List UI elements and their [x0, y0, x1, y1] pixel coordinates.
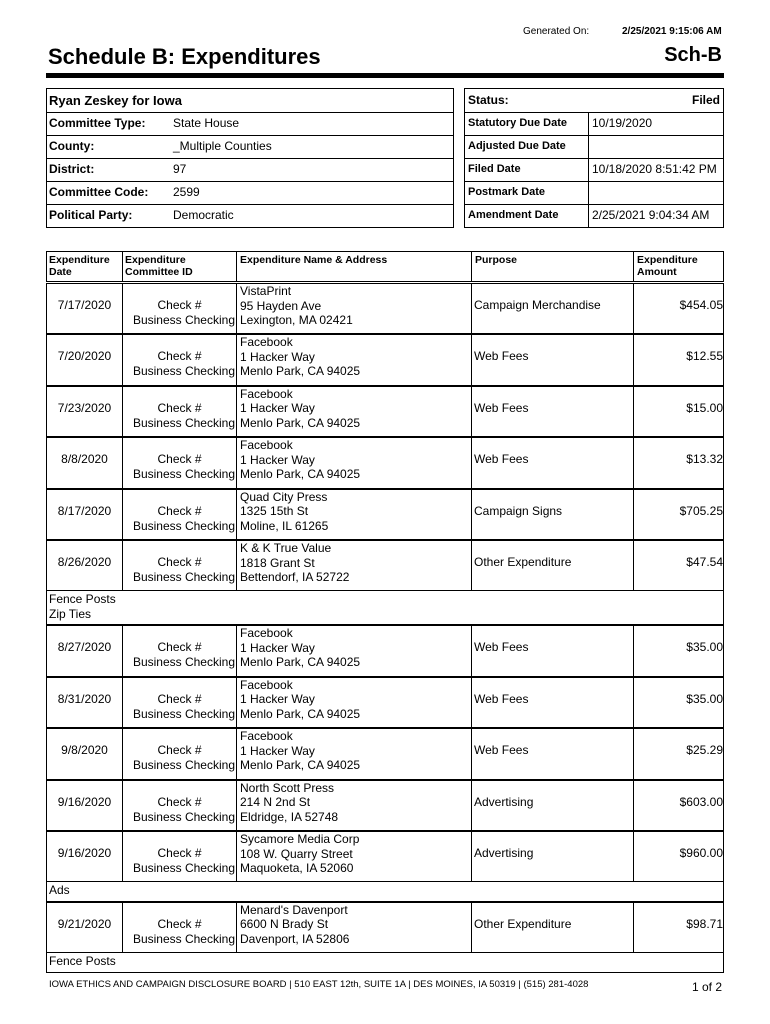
row-payee-name: Facebook — [240, 335, 293, 350]
status-box — [464, 88, 724, 228]
row-payee-address1: 214 N 2nd St — [240, 795, 311, 810]
row-account: Business Checking — [132, 758, 235, 773]
row-check: Check # — [157, 349, 202, 364]
row-payee-name: Sycamore Media Corp — [240, 832, 360, 846]
table-header — [46, 251, 724, 282]
row-purpose: Web Fees — [474, 400, 529, 415]
row-check: Check # — [157, 846, 202, 860]
statutory-due-date-label: Statutory Due Date — [468, 117, 568, 129]
row-payee-address1: 1325 15th St — [240, 504, 309, 519]
row-purpose: Advertising — [474, 794, 534, 809]
table-row — [46, 677, 724, 728]
table-row — [46, 386, 724, 437]
row-date: 7/23/2020 — [57, 400, 112, 415]
row-payee-address2: Bettendorf, IA 52722 — [240, 570, 350, 584]
header-purpose: Purpose — [475, 254, 518, 266]
memo-text: Fence Posts — [49, 954, 116, 969]
row-purpose: Web Fees — [474, 452, 529, 467]
header-rule — [46, 73, 724, 78]
table-row — [46, 540, 724, 591]
header-name-address: Expenditure Name & Address — [240, 254, 388, 266]
row-date: 7/17/2020 — [57, 298, 112, 312]
row-payee-address2: Menlo Park, CA 94025 — [240, 655, 361, 670]
row-check: Check # — [157, 555, 202, 569]
table-row — [46, 902, 724, 953]
row-account: Business Checking — [132, 364, 235, 379]
row-check: Check # — [157, 400, 202, 415]
statutory-due-date-value: 10/19/2020 — [592, 116, 653, 130]
generated-on-value: 2/25/2021 9:15:06 AM — [622, 26, 722, 37]
generated-on-label: Generated On: — [523, 26, 590, 37]
row-payee-name: North Scott Press — [240, 780, 335, 795]
committee-type-label: Committee Type: — [49, 116, 146, 130]
header-amount: Expenditure Amount — [637, 254, 698, 278]
row-check: Check # — [157, 691, 202, 706]
row-check: Check # — [157, 794, 202, 809]
row-payee-address2: Moline, IL 61265 — [240, 518, 329, 533]
row-purpose: Other Expenditure — [474, 555, 572, 569]
table-row — [46, 728, 724, 779]
footer-address: IOWA ETHICS AND CAMPAIGN DISCLOSURE BOARD | 510 EAST 12th, SUITE 1A | DES MOINES, IA 50319 | (515) 281-4028 — [49, 979, 589, 990]
row-date: 8/31/2020 — [57, 691, 112, 706]
memo-text: Ads — [49, 883, 70, 898]
committee-name: Ryan Zeskey for Iowa — [49, 93, 182, 108]
row-date: 9/16/2020 — [57, 794, 112, 809]
row-date: 9/16/2020 — [57, 846, 112, 860]
memo-row — [46, 882, 724, 902]
row-payee-address1: 1 Hacker Way — [240, 640, 315, 655]
row-date: 8/8/2020 — [61, 452, 108, 467]
row-account: Business Checking — [132, 467, 235, 482]
row-payee-address1: 6600 N Brady St — [240, 917, 329, 932]
row-amount: $12.55 — [686, 349, 723, 364]
row-payee-address1: 1 Hacker Way — [240, 401, 315, 416]
row-payee-name: VistaPrint — [240, 284, 292, 298]
county-label: County: — [49, 139, 95, 153]
memo-row — [46, 953, 724, 973]
row-purpose: Web Fees — [474, 349, 529, 364]
row-payee-address2: Menlo Park, CA 94025 — [240, 758, 361, 773]
row-check: Check # — [157, 503, 202, 518]
table-row — [46, 437, 724, 488]
row-purpose: Campaign Signs — [474, 503, 563, 518]
amendment-date-label: Amendment Date — [468, 209, 559, 221]
row-payee-name: Facebook — [240, 626, 293, 641]
row-check: Check # — [157, 743, 202, 758]
row-payee-name: K & K True Value — [240, 541, 332, 555]
row-payee-address2: Lexington, MA 02421 — [240, 313, 353, 327]
row-account: Business Checking — [132, 570, 235, 584]
row-payee-address2: Eldridge, IA 52748 — [240, 809, 339, 824]
row-payee-address2: Menlo Park, CA 94025 — [240, 706, 361, 721]
row-amount: $25.29 — [686, 743, 723, 758]
row-payee-address1: 1 Hacker Way — [240, 349, 315, 364]
committee-code-label: Committee Code: — [49, 185, 149, 199]
row-check: Check # — [157, 452, 202, 467]
memo-row — [46, 591, 724, 625]
row-amount: $15.00 — [686, 400, 723, 415]
row-account: Business Checking — [132, 931, 235, 946]
row-payee-name: Facebook — [240, 438, 293, 453]
row-purpose: Advertising — [474, 846, 534, 860]
row-date: 7/20/2020 — [57, 349, 112, 364]
row-payee-address1: 1818 Grant St — [240, 555, 315, 570]
row-check: Check # — [157, 640, 202, 655]
filed-date-value: 10/18/2020 8:51:42 PM — [592, 162, 717, 176]
row-account: Business Checking — [132, 313, 235, 327]
row-amount: $705.25 — [679, 503, 723, 518]
row-payee-address1: 1 Hacker Way — [240, 452, 315, 467]
table-row — [46, 780, 724, 831]
row-payee-name: Facebook — [240, 386, 293, 401]
amendment-date-value: 2/25/2021 9:04:34 AM — [592, 208, 710, 222]
row-account: Business Checking — [132, 655, 235, 670]
header-committee-id: Expenditure Committee ID — [125, 254, 193, 278]
row-amount: $13.32 — [686, 452, 723, 467]
status-value: Filed — [691, 93, 720, 107]
committee-info-box — [46, 88, 454, 228]
memo-text: Zip Ties — [49, 606, 92, 621]
page-number: 1 of 2 — [691, 980, 722, 994]
row-check: Check # — [157, 298, 202, 312]
row-payee-address2: Menlo Park, CA 94025 — [240, 415, 361, 430]
row-payee-address2: Menlo Park, CA 94025 — [240, 467, 361, 482]
table-row — [46, 283, 724, 334]
row-payee-address1: 1 Hacker Way — [240, 743, 315, 758]
committee-type-value: State House — [173, 116, 240, 130]
row-amount: $960.00 — [679, 846, 723, 860]
row-purpose: Other Expenditure — [474, 916, 572, 931]
committee-code-value: 2599 — [173, 185, 200, 199]
political-party-value: Democratic — [173, 208, 234, 222]
row-date: 9/21/2020 — [57, 916, 112, 931]
row-date: 9/8/2020 — [61, 743, 108, 758]
row-account: Business Checking — [132, 706, 235, 721]
row-payee-name: Menard's Davenport — [240, 902, 348, 917]
row-amount: $35.00 — [686, 691, 723, 706]
row-payee-name: Facebook — [240, 729, 293, 744]
row-account: Business Checking — [132, 809, 235, 824]
schedule-code: Sch-B — [664, 44, 722, 66]
district-label: District: — [49, 162, 95, 176]
table-row — [46, 489, 724, 540]
row-amount: $47.54 — [686, 555, 723, 569]
row-account: Business Checking — [132, 861, 235, 875]
row-payee-address1: 1 Hacker Way — [240, 692, 315, 707]
table-row — [46, 831, 724, 882]
row-account: Business Checking — [132, 415, 235, 430]
row-date: 8/27/2020 — [57, 640, 112, 655]
row-date: 8/26/2020 — [57, 555, 112, 569]
table-row — [46, 625, 724, 676]
row-amount: $98.71 — [686, 916, 723, 931]
row-payee-address2: Davenport, IA 52806 — [240, 931, 350, 946]
memo-text: Fence Posts — [49, 592, 116, 607]
row-amount: $454.05 — [679, 298, 723, 312]
row-amount: $603.00 — [679, 794, 723, 809]
adjusted-due-date-label: Adjusted Due Date — [468, 140, 566, 152]
row-payee-address2: Menlo Park, CA 94025 — [240, 364, 361, 379]
row-payee-name: Quad City Press — [240, 489, 328, 504]
row-payee-address2: Maquoketa, IA 52060 — [240, 861, 354, 875]
row-purpose: Campaign Merchandise — [474, 298, 601, 312]
table-row — [46, 334, 724, 385]
row-date: 8/17/2020 — [57, 503, 112, 518]
political-party-label: Political Party: — [49, 208, 133, 222]
filed-date-label: Filed Date — [468, 163, 521, 175]
header-date: Expenditure Date — [49, 254, 110, 278]
row-purpose: Web Fees — [474, 743, 529, 758]
row-purpose: Web Fees — [474, 640, 529, 655]
status-label: Status: — [468, 93, 509, 107]
row-account: Business Checking — [132, 518, 235, 533]
row-payee-address1: 95 Hayden Ave — [240, 298, 322, 313]
row-check: Check # — [157, 916, 202, 931]
row-amount: $35.00 — [686, 640, 723, 655]
county-value: _Multiple Counties — [173, 139, 272, 153]
row-payee-name: Facebook — [240, 677, 293, 692]
district-value: 97 — [173, 162, 187, 176]
page-title: Schedule B: Expenditures — [48, 44, 321, 69]
row-purpose: Web Fees — [474, 691, 529, 706]
row-payee-address1: 108 W. Quarry Street — [240, 846, 353, 861]
postmark-date-label: Postmark Date — [468, 186, 546, 198]
